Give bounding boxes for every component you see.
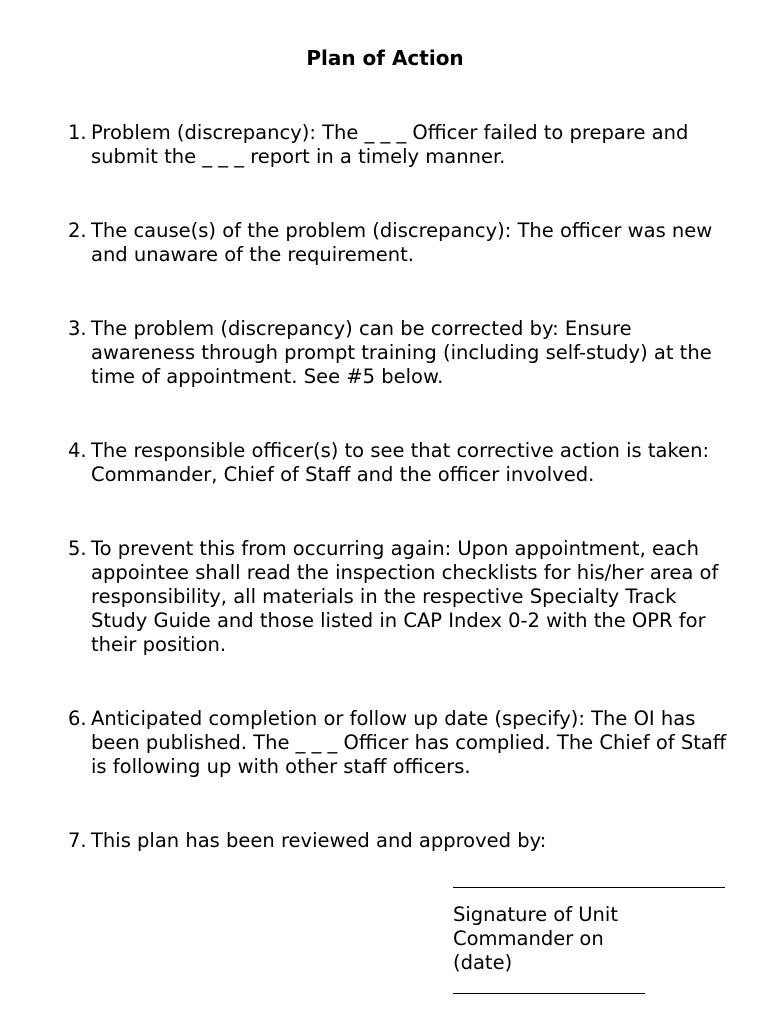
item-text: This plan has been reviewed and approved by: bbox=[91, 829, 547, 852]
item-text: The responsible officer(s) to see that corrective action is taken: Commander, Chief of Staff and the officer involved. bbox=[91, 439, 710, 486]
item-text: Problem (discrepancy): The _ _ _ Officer failed to prepare and submit the _ _ _ report in a timely manner. bbox=[91, 121, 689, 168]
list-item-5 bbox=[68, 537, 733, 657]
list-item-1 bbox=[68, 121, 733, 169]
signature-caption bbox=[453, 903, 743, 994]
signature-label-line1: Signature of Unit bbox=[453, 903, 618, 926]
signature-label-line2: Commander on bbox=[453, 927, 604, 950]
list-item-7 bbox=[68, 829, 733, 853]
item-text: The cause(s) of the problem (discrepancy): The officer was new and unaware of the requirement. bbox=[91, 219, 713, 266]
page-title: Plan of Action bbox=[306, 46, 464, 70]
list-item-3 bbox=[68, 317, 733, 389]
date-label: (date) bbox=[453, 951, 513, 974]
signature-date-row bbox=[453, 951, 743, 994]
item-number: 7. bbox=[68, 829, 87, 852]
item-number: 1. bbox=[68, 121, 87, 144]
item-number: 3. bbox=[68, 317, 87, 340]
list-item-4 bbox=[68, 439, 733, 487]
item-number: 4. bbox=[68, 439, 87, 462]
item-text: To prevent this from occurring again: Upon appointment, each appointee shall read the inspection checklists for his/her area of responsibility, all materials in the respective Specialty Track Study Guide and those listed in CAP Index 0-2 with the OPR for their position. bbox=[91, 537, 719, 656]
signature-line bbox=[453, 887, 725, 888]
list-item-6 bbox=[68, 707, 733, 779]
item-number: 6. bbox=[68, 707, 87, 730]
list-item-2 bbox=[68, 219, 733, 267]
item-text: Anticipated completion or follow up date (specify): The OI has been published. The _ _ _ Officer has complied. The Chief of Staff is following up with other staff officers. bbox=[91, 707, 727, 778]
item-number: 5. bbox=[68, 537, 87, 560]
item-number: 2. bbox=[68, 219, 87, 242]
item-text: The problem (discrepancy) can be corrected by: Ensure awareness through prompt training (including self-study) at the time of appointment. See #5 below. bbox=[91, 317, 712, 388]
date-line bbox=[453, 975, 645, 994]
